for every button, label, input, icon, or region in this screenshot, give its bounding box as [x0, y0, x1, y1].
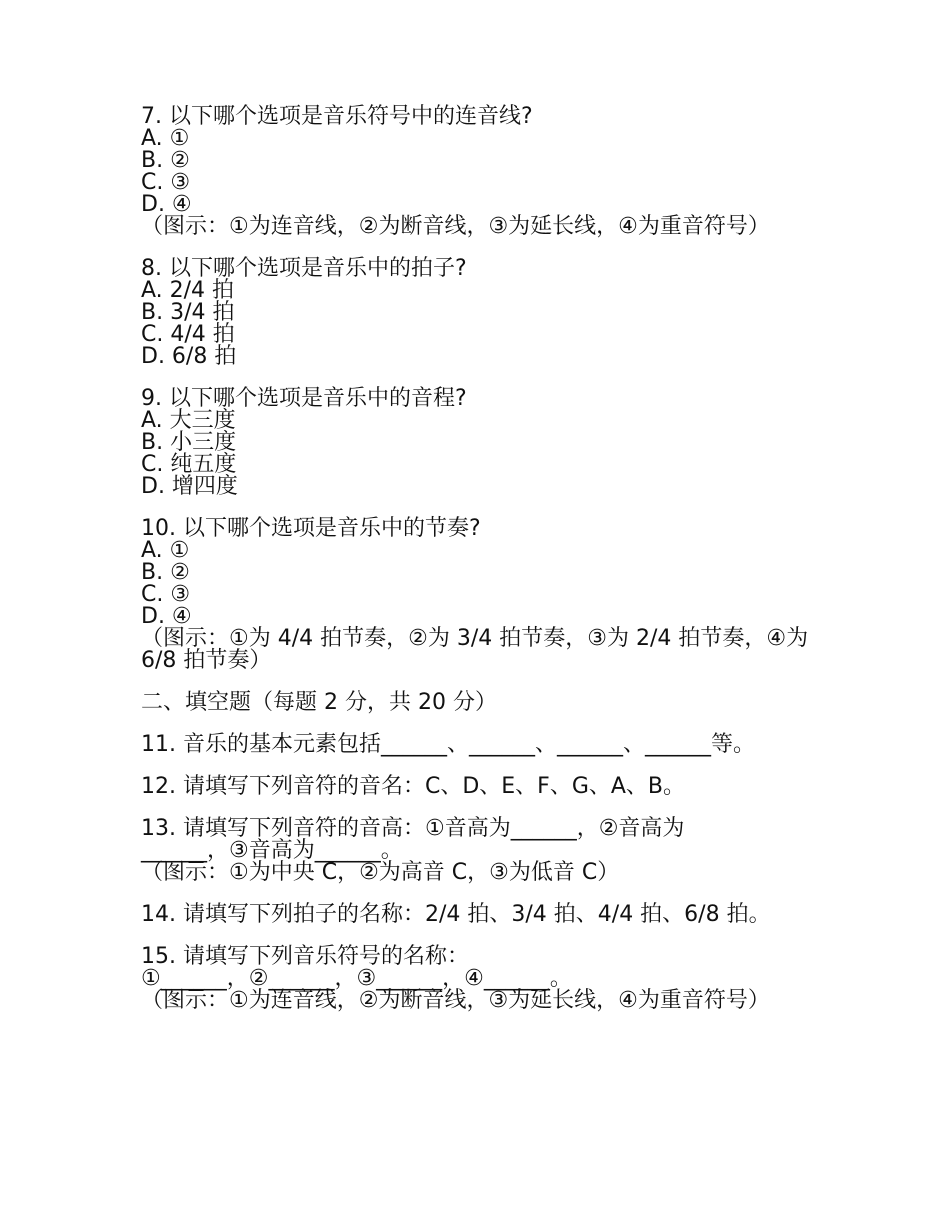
option-c: C. 4/4 拍 — [141, 322, 235, 347]
figure-note: （图示：①为 4/4 拍节奏，②为 3/4 拍节奏，③为 2/4 拍节奏，④为 6/8 拍节奏） — [141, 626, 809, 673]
option-d: D. ④ — [141, 192, 192, 217]
question-text: 11. 音乐的基本元素包括______、______、______、______等。 — [141, 732, 755, 757]
option-d: D. 增四度 — [141, 474, 238, 499]
question-11 — [141, 734, 821, 756]
option-a: A. 大三度 — [141, 408, 236, 433]
question-13 — [141, 818, 821, 884]
question-text-line-2: ______，③音高为______。 — [141, 838, 403, 863]
question-text: 14. 请填写下列拍子的名称：2/4 拍、3/4 拍、4/4 拍、6/8 拍。 — [141, 902, 771, 927]
option-c: C. ③ — [141, 170, 191, 195]
question-14 — [141, 904, 821, 926]
question-text-line-1: 13. 请填写下列音符的音高：①音高为______，②音高为 — [141, 816, 685, 841]
option-a: A. ① — [141, 126, 190, 151]
section-heading-fill-in — [141, 692, 821, 714]
question-text: 7. 以下哪个选项是音乐符号中的连音线? — [141, 104, 533, 129]
option-d: D. ④ — [141, 604, 192, 629]
option-a: A. 2/4 拍 — [141, 278, 235, 303]
option-d: D. 6/8 拍 — [141, 344, 237, 369]
question-text: 8. 以下哪个选项是音乐中的拍子? — [141, 256, 467, 281]
option-a: A. ① — [141, 538, 190, 563]
question-text: 12. 请填写下列音符的音名：C、D、E、F、G、A、B。 — [141, 774, 686, 799]
question-text-line-1: 15. 请填写下列音乐符号的名称： — [141, 944, 469, 969]
question-text-line-2: ①______，②______，③______，④______。 — [141, 966, 572, 991]
question-10 — [141, 518, 821, 672]
question-8 — [141, 258, 821, 368]
option-b: B. 3/4 拍 — [141, 300, 235, 325]
option-b: B. ② — [141, 148, 190, 173]
section-title: 二、填空题（每题 2 分，共 20 分） — [141, 690, 497, 715]
figure-note: （图示：①为中央 C，②为高音 C，③为低音 C） — [141, 860, 620, 885]
document-body — [141, 106, 821, 1032]
option-c: C. ③ — [141, 582, 191, 607]
question-15 — [141, 946, 821, 1012]
option-b: B. ② — [141, 560, 190, 585]
question-9 — [141, 388, 821, 498]
figure-note: （图示：①为连音线，②为断音线，③为延长线，④为重音符号） — [141, 214, 770, 239]
figure-note: （图示：①为连音线，②为断音线，③为延长线，④为重音符号） — [141, 988, 770, 1013]
option-c: C. 纯五度 — [141, 452, 237, 477]
option-b: B. 小三度 — [141, 430, 237, 455]
question-text: 10. 以下哪个选项是音乐中的节奏? — [141, 516, 481, 541]
question-12 — [141, 776, 821, 798]
question-text: 9. 以下哪个选项是音乐中的音程? — [141, 386, 467, 411]
question-7 — [141, 106, 821, 238]
